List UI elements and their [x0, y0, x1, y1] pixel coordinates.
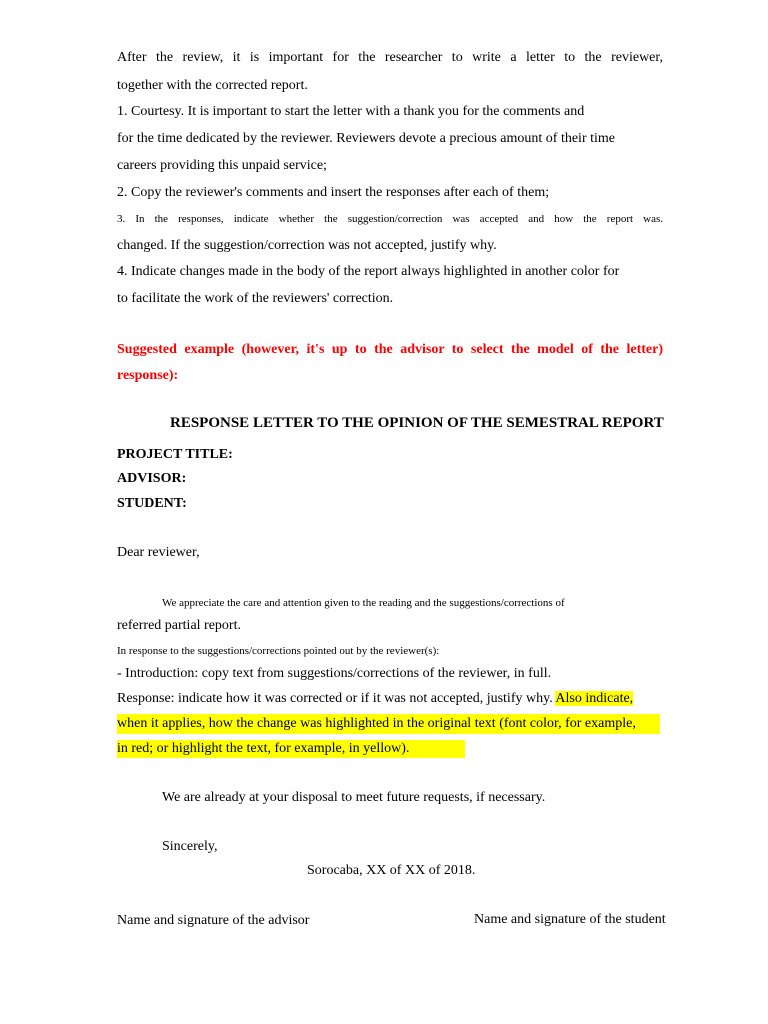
response-line-1 — [117, 690, 633, 708]
in-response-line: In response to the suggestions/corrections pointed out by the reviewer(s): — [117, 645, 440, 657]
closing-line: Sincerely, — [162, 839, 218, 854]
item-2: 2. Copy the reviewer's comments and insert the responses after each of them; — [117, 185, 550, 200]
item-1-line-2: for the time dedicated by the reviewer. Reviewers devote a precious amount of their time — [117, 131, 615, 146]
item-4-line-2: to facilitate the work of the reviewers' correction. — [117, 291, 394, 306]
response-highlight-2: when it applies, how the change was highlighted in the original text (font color, for example, — [117, 716, 636, 731]
advisor-label: ADVISOR: — [117, 471, 187, 486]
place-date-line: Sorocaba, XX of XX of 2018. — [307, 863, 476, 878]
suggested-example-line-1: Suggested example (however, it's up to the advisor to select the model of the letter) — [117, 342, 663, 357]
item-3-line-2: changed. If the suggestion/correction was not accepted, justify why. — [117, 238, 497, 253]
response-highlight-3: in red; or highlight the text, for example, in yellow). — [117, 741, 410, 756]
disposal-line: We are already at your disposal to meet future requests, if necessary. — [162, 790, 546, 805]
item-1-line-3: careers providing this unpaid service; — [117, 158, 327, 173]
appreciation-line-2: referred partial report. — [117, 618, 241, 633]
intro-line-1: After the review, it is important for the researcher to write a letter to the reviewer, — [117, 50, 663, 65]
item-4-line-1: 4. Indicate changes made in the body of the report always highlighted in another color for — [117, 264, 620, 279]
salutation: Dear reviewer, — [117, 545, 200, 560]
suggested-example-line-2: response): — [117, 368, 179, 383]
introduction-line: - Introduction: copy text from suggestions/corrections of the reviewer, in full. — [117, 666, 552, 681]
response-highlight-1: Also indicate, — [555, 691, 634, 706]
intro-line-2: together with the corrected report. — [117, 78, 308, 93]
advisor-signature-line: Name and signature of the advisor — [117, 913, 310, 928]
project-title-label: PROJECT TITLE: — [117, 447, 233, 462]
item-1-line-1: 1. Courtesy. It is important to start the letter with a thank you for the comments and — [117, 104, 585, 119]
letter-heading: RESPONSE LETTER TO THE OPINION OF THE SEMESTRAL REPORT — [170, 415, 664, 431]
appreciation-line-1: We appreciate the care and attention given to the reading and the suggestions/corrections of — [162, 597, 565, 609]
student-label: STUDENT: — [117, 496, 187, 511]
student-signature-line: Name and signature of the student — [474, 912, 666, 927]
item-3-line-1: 3. In the responses, indicate whether the suggestion/correction was accepted and how the report was. — [117, 213, 663, 225]
response-text: Response: indicate how it was corrected or if it was not accepted, justify why. — [117, 691, 556, 706]
